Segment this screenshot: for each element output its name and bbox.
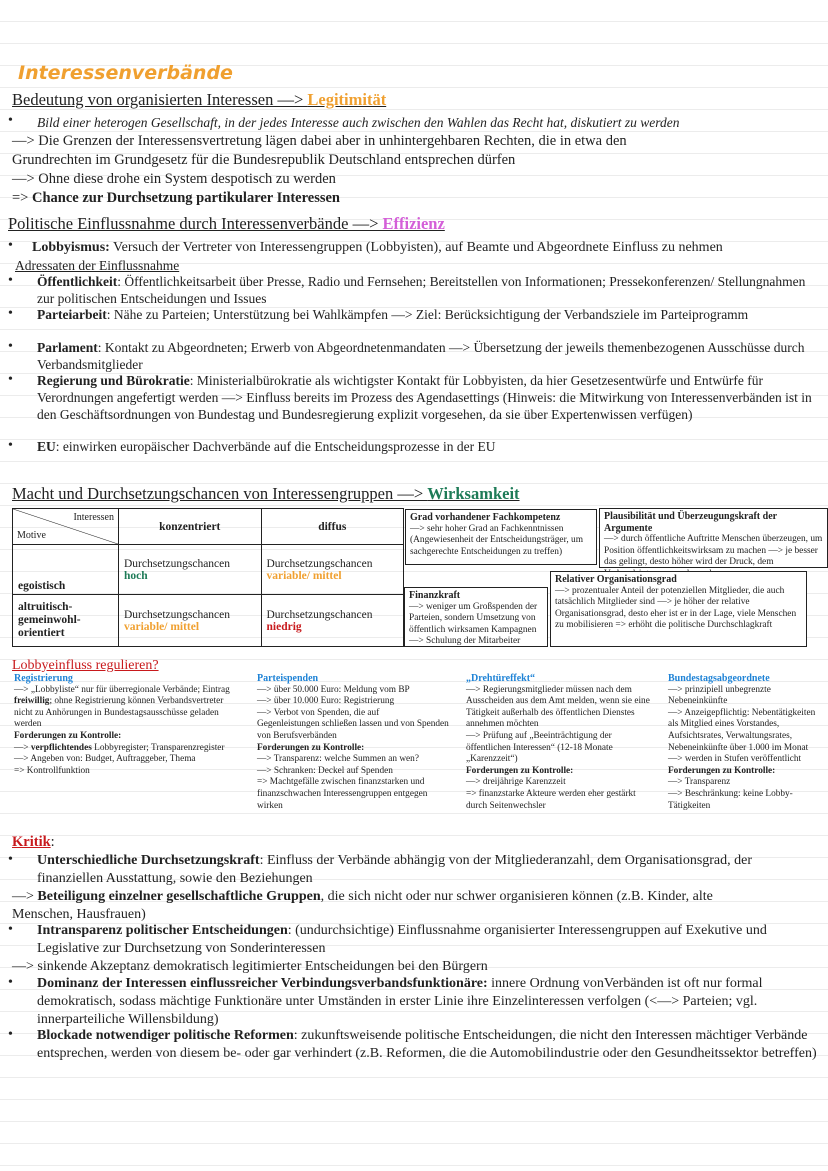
col-line: —> verpflichtendes Lobbyregister; Transparenzregister: [14, 742, 225, 753]
chance-label: Durchsetzungschancen: [266, 608, 373, 621]
kritik-akzeptanz: —> sinkende Akzeptanz demokratisch legitimierter Entscheidungen bei den Bürgern: [12, 959, 488, 974]
box-title: Finanzkraft: [409, 590, 461, 601]
col-line: finanzschwachen Interessengruppen entgegen: [257, 788, 428, 799]
section-heading-effizienz: [8, 214, 445, 233]
s1-line-5: [12, 189, 340, 208]
item-label: Unterschiedliche Durchsetzungskraft: [37, 853, 260, 868]
lobbyismus-label: Lobbyismus:: [32, 240, 110, 255]
lobbyismus-text: Versuch der Vertreter von Interessengruppen (Lobbyisten), auf Beamte und Abgeordnete Einfluss zu nehmen: [109, 240, 723, 255]
item-label: Parlament: [37, 340, 98, 355]
box-title: Relativer Organisationsgrad: [555, 574, 677, 585]
col-bundestagsabgeordnete: [668, 673, 826, 812]
kritik-beteiligung: [12, 887, 713, 906]
kritik-label: Kritik: [12, 834, 51, 850]
col-forderungen: Forderungen zu Kontrolle:: [14, 730, 122, 741]
item-label: Dominanz der Interessen einflussreicher Verbindungsverbandsfunktionäre:: [37, 976, 488, 991]
col-line: —> werden in Stufen veröffentlicht: [668, 754, 802, 765]
item-text: : Einfluss der Verbände abhängig von der Mitgliederanzahl, dem Organisationsgrad, der finanziellen Ausstattung, sowie den Beziehungen: [37, 853, 753, 886]
arrow: =>: [12, 190, 32, 206]
cell-egoistisch-konzentriert: [119, 545, 262, 595]
col-line: Tätigkeiten: [668, 800, 711, 811]
bullet-dot: •: [8, 975, 13, 990]
col-line: von Berufsverbänden: [257, 730, 337, 741]
item-text: : Nähe zu Parteien; Unterstützung bei Wahlkämpfen —> Ziel: Berücksichtigung der Verbandsziele im Parteiprogramm: [106, 307, 749, 322]
item-text: : Kontakt zu Abgeordneten; Erwerb von Abgeordnetenmandaten —> Übersetzung der jeweils themenbezogenen Ausschüsse durch Verbandsmitglieder: [37, 340, 805, 372]
col-line: Gegenleistungen schließen lassen und von Spenden: [257, 719, 449, 730]
bullet-dot: •: [8, 922, 13, 937]
bullet-dot: •: [8, 852, 13, 867]
col-line-bold: verpflichtendes: [30, 742, 92, 753]
bullet-dot: •: [8, 113, 13, 128]
box-text: —> durch öffentliche Auftritte Menschen überzeugen, um Position öffentlichkeitswirksam zu machen —> je besser das gelingt, desto höher wird der Druck, dem: [604, 534, 823, 567]
motive-interessen-table: [12, 508, 404, 647]
item-text: : Öffentlichkeitsarbeit über Presse, Radio und Fernsehen; Bereitstellen von Informationen; Pressekonferenzen/ Stellungnahmen zur politischen Entscheidungen und Issues: [37, 274, 806, 306]
box-title: Plausibilität und Überzeugungskraft der Argumente: [604, 511, 777, 534]
lobbyismus-line: [32, 238, 723, 257]
col-line: „Karenzzeit“): [466, 754, 518, 765]
box-plausibilitaet: [599, 508, 828, 568]
col-header-diffus: diffus: [261, 509, 404, 545]
box-text: —> sehr hoher Grad an Fachkenntnissen (Angewiesenheit der Entscheidungsträger, um sachgerechte Entscheidungen zu treffen): [410, 523, 584, 557]
col-line: —> Regierungsmitglieder müssen nach dem: [466, 684, 632, 695]
keyword-legitimitaet: Legitimität: [307, 90, 387, 109]
col-line: —> über 10.000 Euro: Registrierung: [257, 696, 395, 707]
col-line: —> Transparenz: [668, 777, 731, 788]
col-header-konzentriert: konzentriert: [119, 509, 262, 545]
col-line: als Mitglied eines Vorstandes,: [668, 719, 780, 730]
col-line: —> über 50.000 Euro: Meldung vom BP: [257, 684, 410, 695]
col-drehtuereffekt: [466, 673, 662, 812]
kritik-dominanz: [37, 975, 817, 1029]
col-line: Ausscheiden aus dem Amt melden, wenn sie eine: [466, 696, 650, 707]
bullet-dot: •: [8, 306, 13, 321]
kritik-durchsetzungskraft: [37, 852, 817, 888]
corner-top-label: Interessen: [73, 512, 114, 523]
chance-label: Durchsetzungschancen: [124, 608, 231, 621]
adressat-regierung: [37, 372, 817, 423]
item-text: : zukunftsweisende politische Entscheidungen, die nicht den Interessen mächtiger Verbände entsprechen, werden von diesem be- oder gar verhindert (z.B. Reformen, die die Automobilindustrie oder den Gesundheitssektor betreffen): [37, 1028, 817, 1061]
section-heading-kritik: [12, 833, 55, 852]
adressat-eu: [37, 438, 817, 455]
row-header-altruistisch: altruitisch-gemeinwohl-orientiert: [13, 595, 119, 647]
s1-bullet-text: Bild einer heterogen Gesellschaft, in der jedes Interesse auch zwischen den Wahlen das Recht hat, diskutiert zu werden: [37, 115, 680, 130]
col-line: annehmen möchten: [466, 719, 539, 730]
keyword-wirksamkeit: Wirksamkeit: [427, 484, 520, 503]
item-label: Regierung und Bürokratie: [37, 373, 190, 388]
adressat-parteiarbeit: [37, 306, 817, 323]
col-line: nicht zu Anhörungen in Bundestagsausschüsse geladen: [14, 707, 219, 718]
col-forderungen: Forderungen zu Kontrolle:: [257, 742, 365, 753]
col-line: —> prinzipiell unbegrenzte: [668, 684, 771, 695]
box-text: —> weniger um Großspenden der Parteien, sondern Umsetzung von öffentlich wirksamen Kampagnen —> Schulung der Mitarbeiter: [409, 601, 538, 646]
col-forderungen: Forderungen zu Kontrolle:: [466, 765, 574, 776]
kritik-blockade: [37, 1027, 817, 1063]
col-line: Aufsichtsrates, Verwaltungsrates,: [668, 730, 793, 741]
arrow: —>: [12, 889, 38, 904]
box-finanzkraft: [404, 587, 548, 647]
item-text: : Ministerialbürokratie als wichtigster Kontakt für Lobbyisten, da hier Gesetzesentwürfe und Entwürfe für Verordnungen angefertigt werden —> Einfluss bereits im Prozess des Agendasettings (Hinweis: die Mitwirkung von Interessenverbänden ist in den Geschäftsordnungen von Bundestag und Bundesregierung explizit vorgesehen, da sie über Expertenwissen verfügen): [37, 373, 812, 422]
section-heading-legitimitaet: [12, 90, 386, 109]
colon: :: [50, 834, 55, 850]
chance-label: Durchsetzungschancen: [124, 557, 231, 570]
col-title: Bundestagsabgeordnete: [668, 673, 770, 684]
box-text: —> prozentualer Anteil der potenziellen Mitglieder, die auch tatsächlich Mitglieder sind —> je höher der relative Organisationsgrad, desto eher ist er in der Lage, viele Menschen zu mobilisieren => erhöht die politische Durchschlagkraft: [555, 585, 797, 630]
section-heading-wirksamkeit: [12, 484, 520, 503]
col-line: —> Transparenz: welche Summen an wen?: [257, 754, 419, 765]
col-line: —> Prüfung auf „Beeinträchtigung der: [466, 730, 612, 741]
corner-bottom-label: Motive: [17, 530, 46, 541]
col-line: —> Verbot von Spenden, die auf: [257, 707, 380, 718]
item-label: EU: [37, 439, 56, 454]
keyword-effizienz: Effizienz: [382, 214, 445, 233]
item-label: Parteiarbeit: [37, 307, 107, 322]
item-label: Blockade notwendiger politische Reformen: [37, 1028, 294, 1043]
col-line: —> „Lobbyliste“ nur für überregionale Verbände; Eintrag: [14, 684, 230, 695]
item-text: : (undurchsichtige) Einflussnahme organisierter Interessengruppen auf Exekutive und Legislative zur Durchsetzung von Sonderinteressen: [37, 923, 767, 956]
s1-line-2: —> Die Grenzen der Interessensvertretung lägen dabei aber in unhintergehbaren Rechten, die in etwa den: [12, 133, 627, 149]
bullet-dot: •: [8, 1027, 13, 1042]
col-title: „Drehtüreffekt“: [466, 673, 536, 684]
adressat-parlament: [37, 339, 817, 373]
col-line: Nebeneinkünfte über 1.000 im Monat: [668, 742, 809, 753]
box-organisationsgrad: [550, 571, 807, 647]
col-line: werden: [14, 719, 42, 730]
item-text: innere Ordnung vonVerbänden ist oft nur formal demokratisch, sodass mächtige Funktionäre unter Umständen in erster Linie ihre Einzelinteressen verfolgen (<—> Parteien; vgl. innerparteiliche Willensbildung): [37, 976, 763, 1027]
adressaten-heading: Adressaten der Einflussnahme: [15, 258, 180, 273]
col-line: wirken: [257, 800, 283, 811]
item-text: : einwirken europäischer Dachverbände auf die Entscheidungsprozesse in der EU: [55, 439, 496, 454]
heading-text: Macht und Durchsetzungschancen von Interessengruppen —>: [12, 484, 428, 503]
col-line: Tätigkeit außerhalb des öffentlichen Dienstes: [466, 707, 635, 718]
col-line: —> Angeben von: Budget, Auftraggeber, Thema: [14, 754, 196, 765]
col-line-bold: freiwillig: [14, 696, 50, 707]
section-heading-regulieren: Lobbyeinfluss regulieren?: [12, 658, 159, 673]
kritik-intransparenz: [37, 922, 817, 958]
heading-text: Bedeutung von organisierten Interessen —>: [12, 90, 308, 109]
s1-conclusion: Chance zur Durchsetzung partikularer Interessen: [31, 190, 340, 206]
page-title: Interessenverbände: [18, 62, 233, 84]
table-corner-cell: [13, 509, 119, 545]
item-label: Intransparenz politischer Entscheidungen: [37, 923, 288, 938]
col-line: —> Schranken: Deckel auf Spenden: [257, 765, 393, 776]
chance-label: Durchsetzungschancen: [266, 557, 373, 570]
bullet-dot: •: [8, 372, 13, 387]
col-line: öffentlichen Interessen“ (12-18 Monate: [466, 742, 613, 753]
cell-egoistisch-diffus: [261, 545, 404, 595]
chance-value: variable/ mittel: [266, 569, 342, 582]
chance-value: niedrig: [266, 620, 302, 633]
bullet-dot: •: [8, 339, 13, 354]
col-title: Parteispenden: [257, 673, 319, 684]
col-line: durch Seitenwechsler: [466, 800, 546, 811]
col-line: => finanzstarke Akteure werden eher gestärkt: [466, 788, 636, 799]
chance-value: hoch: [124, 569, 148, 582]
bullet-dot: •: [8, 238, 13, 253]
col-registrierung: [14, 673, 259, 777]
col-parteispenden: [257, 673, 462, 812]
s1-line-3: Grundrechten im Grundgesetz für die Bundesrepublik Deutschland entsprechen dürfen: [12, 152, 516, 168]
s1-line-4: —> Ohne diese drohe ein System despotisch zu werden: [12, 171, 336, 187]
col-forderungen: Forderungen zu Kontrolle:: [668, 765, 776, 776]
col-line: freiwillig; ohne Registrierung können Verbandsvertreter: [14, 696, 224, 707]
box-fachkompetenz: [405, 509, 597, 565]
heading-text: Politische Einflussnahme durch Interessenverbände —>: [8, 214, 383, 233]
col-line: => Machtgefälle zwischen finanzstarken und: [257, 777, 425, 788]
box-title: Grad vorhandener Fachkompetenz: [410, 512, 561, 523]
chance-value: variable/ mittel: [124, 620, 200, 633]
kritik-beteiligung-cont: Menschen, Hausfrauen): [12, 907, 146, 922]
bullet-dot: •: [8, 273, 13, 288]
col-line: —> Beschränkung: keine Lobby-: [668, 788, 793, 799]
col-title: Registrierung: [14, 673, 73, 684]
col-line: —> Anzeigepflichtig: Nebentätigkeiten: [668, 707, 816, 718]
bullet-dot: •: [8, 438, 13, 453]
col-line: Nebeneinkünfte: [668, 696, 728, 707]
col-line: => Kontrollfunktion: [14, 765, 90, 776]
cell-altruistisch-diffus: [261, 595, 404, 647]
beteiligung-text: , die sich nicht oder nur schwer organisieren können (z.B. Kinder, alte: [320, 889, 713, 904]
row-header-egoistisch: egoistisch: [13, 545, 119, 595]
cell-altruistisch-konzentriert: [119, 595, 262, 647]
adressat-oeffentlichkeit: [37, 273, 817, 307]
beteiligung-label: Beteiligung einzelner gesellschaftliche Gruppen: [37, 889, 321, 904]
item-label: Öffentlichkeit: [37, 274, 118, 289]
col-line: —> dreijährige Karenzzeit: [466, 777, 566, 788]
